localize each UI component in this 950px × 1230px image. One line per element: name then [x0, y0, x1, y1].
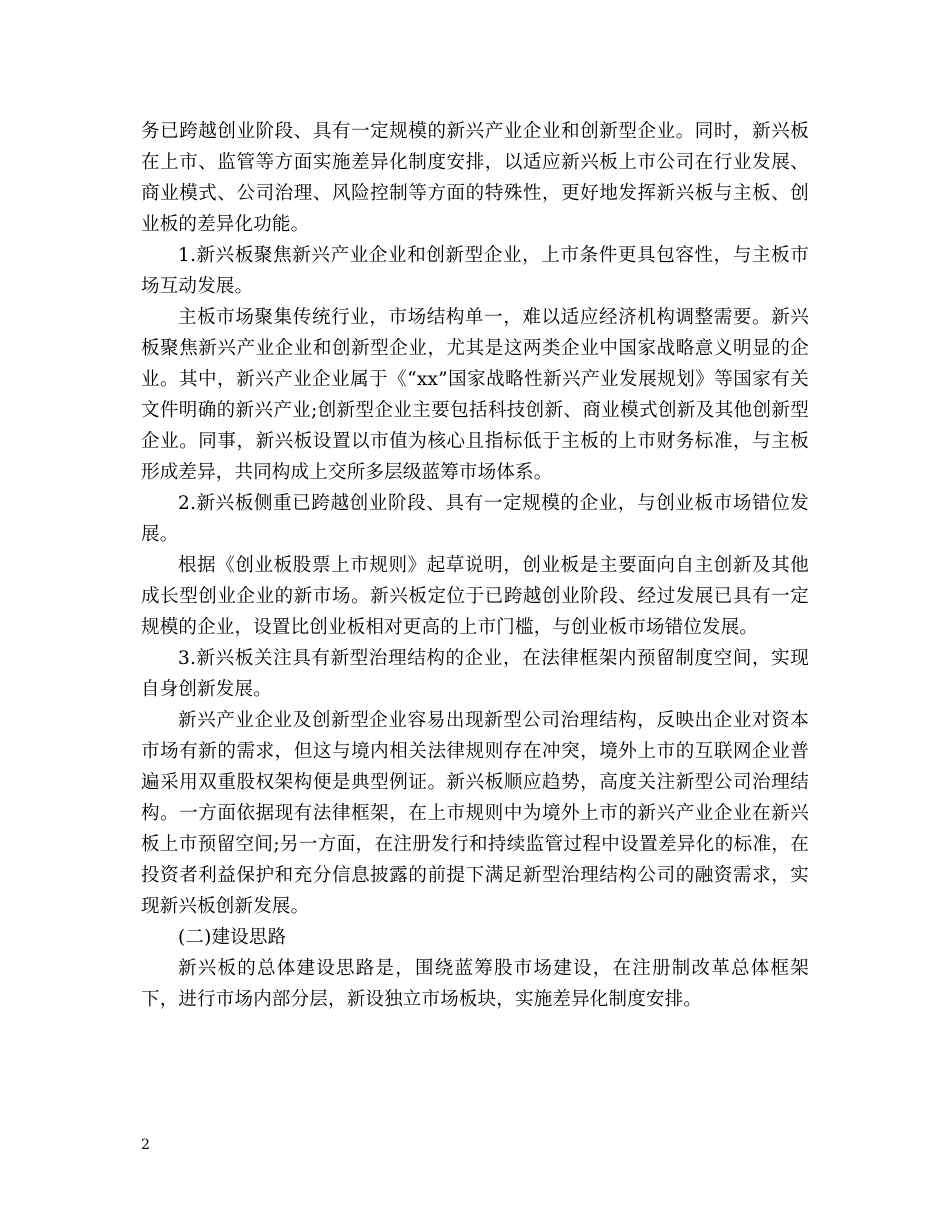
paragraph-6-heading: 3.新兴板关注具有新型治理结构的企业，在法律框架内预留制度空间，实现自身创新发展。: [141, 648, 809, 700]
document-body: [141, 116, 809, 1015]
paragraph-2-heading: 1.新兴板聚焦新兴产业企业和创新型企业，上市条件更具包容性，与主板市场互动发展。: [141, 245, 809, 297]
paragraph-3: 主板市场聚集传统行业，市场结构单一，难以适应经济机构调整需要。新兴板聚焦新兴产业企业和创新型企业，尤其是这两类企业中国家战略意义明显的企业。其中，新兴产业企业属于《“xx”国家战略性新兴产业发展规划》等国家有关文件明确的新兴产业;创新型企业主要包括科技创新、商业模式创新及其他创新型企业。同事，新兴板设置以市值为核心且指标低于主板的上市财务标准，与主板形成差异，共同构成上交所多层级蓝筹市场体系。: [141, 307, 809, 483]
page-number: 2: [141, 1137, 150, 1153]
paragraph-1: 务已跨越创业阶段、具有一定规模的新兴产业企业和创新型企业。同时，新兴板在上市、监管等方面实施差异化制度安排，以适应新兴板上市公司在行业发展、商业模式、公司治理、风险控制等方面的特殊性，更好地发挥新兴板与主板、创业板的差异化功能。: [141, 121, 809, 235]
section-heading: (二)建设思路: [178, 927, 287, 948]
paragraph-9: 新兴板的总体建设思路是，围绕蓝筹股市场建设，在注册制改革总体框架下，进行市场内部分层，新设独立市场板块，实施差异化制度安排。: [141, 958, 809, 1010]
paragraph-4-heading: 2.新兴板侧重已跨越创业阶段、具有一定规模的企业，与创业板市场错位发展。: [141, 493, 809, 545]
paragraph-7: 新兴产业企业及创新型企业容易出现新型公司治理结构，反映出企业对资本市场有新的需求，但这与境内相关法律规则存在冲突，境外上市的互联网企业普遍采用双重股权架构便是典型例证。新兴板顺应趋势，高度关注新型公司治理结构。一方面依据现有法律框架，在上市规则中为境外上市的新兴产业企业在新兴板上市预留空间;另一方面，在注册发行和持续监管过程中设置差异化的标准，在投资者利益保护和充分信息披露的前提下满足新型治理结构公司的融资需求，实现新兴板创新发展。: [141, 710, 809, 917]
paragraph-5: 根据《创业板股票上市规则》起草说明，创业板是主要面向自主创新及其他成长型创业企业的新市场。新兴板定位于已跨越创业阶段、经过发展已具有一定规模的企业，设置比创业板相对更高的上市门槛，与创业板市场错位发展。: [141, 555, 809, 638]
